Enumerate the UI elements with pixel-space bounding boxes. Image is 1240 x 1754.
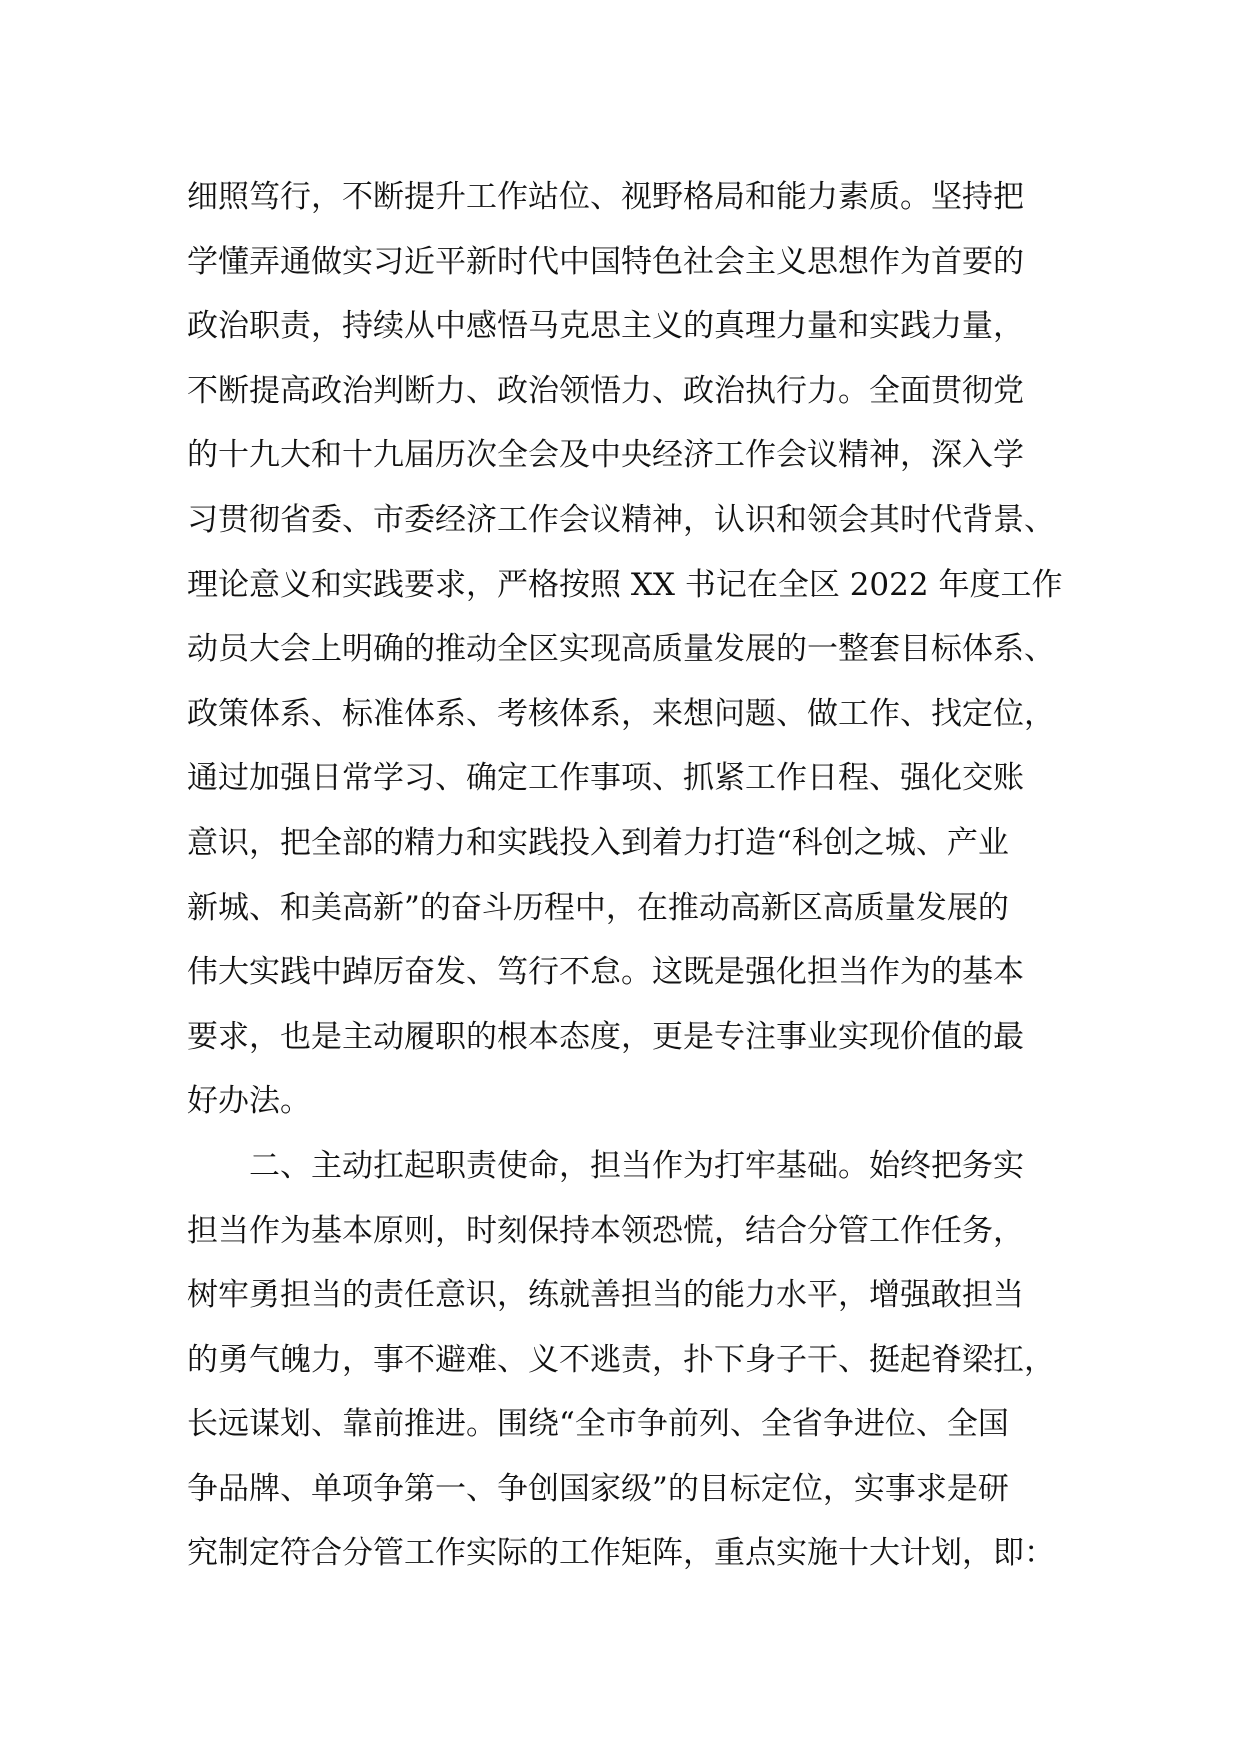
paragraph-line: 新城、和美高新”的奋斗历程中，在推动高新区高质量发展的 [187, 889, 1009, 926]
paragraph-line: 政治职责，持续从中感悟马克思主义的真理力量和实践力量， [187, 308, 1024, 345]
paragraph-line: 意识，把全部的精力和实践投入到着力打造“科创之城、产业 [187, 824, 1009, 861]
paragraph-heading-line: 二、主动扛起职责使命，担当作为打牢基础。始终把务实 [249, 1147, 1024, 1184]
paragraph-line: 学懂弄通做实习近平新时代中国特色社会主义思想作为首要的 [187, 243, 1024, 280]
paragraph-line: 不断提高政治判断力、政治领悟力、政治执行力。全面贯彻党 [187, 372, 1024, 409]
paragraph-line: 细照笃行，不断提升工作站位、视野格局和能力素质。坚持把 [187, 179, 1024, 215]
paragraph-line: 长远谋划、靠前推进。围绕“全市争前列、全省争进位、全国 [187, 1406, 1009, 1443]
paragraph-line: 的十九大和十九届历次全会及中央经济工作会议精神，深入学 [187, 437, 1024, 474]
paragraph-line: 政策体系、标准体系、考核体系，来想问题、做工作、找定位， [187, 695, 1055, 732]
paragraph-line: 担当作为基本原则，时刻保持本领恐慌，结合分管工作任务， [187, 1212, 1024, 1249]
paragraph-2 [187, 1134, 1087, 1586]
paragraph-line: 动员大会上明确的推动全区实现高质量发展的一整套目标体系、 [187, 631, 1055, 668]
paragraph-1 [187, 165, 1087, 1134]
paragraph-line: 争品牌、单项争第一、争创国家级”的目标定位，实事求是研 [187, 1470, 1009, 1507]
paragraph-line: 理论意义和实践要求，严格按照 XX 书记在全区 2022 年度工作 [187, 566, 1063, 603]
paragraph-line: 好办法。 [187, 1083, 311, 1120]
paragraph-line: 究制定符合分管工作实际的工作矩阵，重点实施十大计划，即： [187, 1535, 1055, 1572]
paragraph-line: 要求，也是主动履职的根本态度，更是专注事业实现价值的最 [187, 1018, 1024, 1055]
paragraph-line: 树牢勇担当的责任意识，练就善担当的能力水平，增强敢担当 [187, 1277, 1024, 1314]
paragraph-line: 通过加强日常学习、确定工作事项、抓紧工作日程、强化交账 [187, 760, 1024, 797]
paragraph-line: 伟大实践中踔厉奋发、笃行不怠。这既是强化担当作为的基本 [187, 954, 1024, 991]
paragraph-line: 的勇气魄力，事不避难、义不逃责，扑下身子干、挺起脊梁扛， [187, 1341, 1055, 1378]
paragraph-line: 习贯彻省委、市委经济工作会议精神，认识和领会其时代背景、 [187, 501, 1055, 538]
document-body [187, 165, 1087, 1586]
